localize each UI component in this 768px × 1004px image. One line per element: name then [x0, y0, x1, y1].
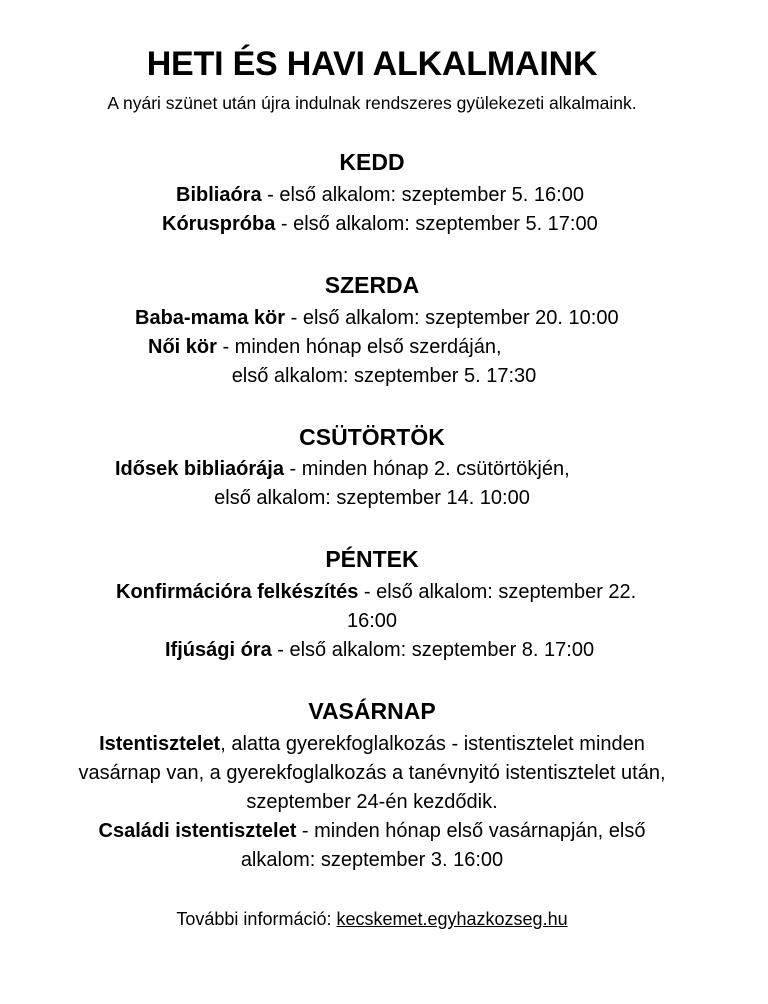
- event-baba-mama-kor: [135, 304, 619, 332]
- event-name: Idősek bibliaórája: [115, 458, 284, 480]
- event-detail: - minden hónap 2. csütörtökjén,: [283, 458, 570, 480]
- event-konfirmaciora: [116, 578, 636, 606]
- event-detail: - első alkalom: szeptember 5. 17:00: [275, 213, 598, 235]
- event-istentisztelet-line3: szeptember 24-én kezdődik.: [246, 791, 498, 813]
- event-detail: - első alkalom: szeptember 20. 10:00: [285, 307, 619, 329]
- website-link[interactable]: kecskemet.egyhazkozseg.hu: [336, 909, 568, 929]
- day-heading-szerda: SZERDA: [324, 272, 420, 298]
- page-title: HETI ÉS HAVI ALKALMAINK: [146, 45, 598, 83]
- event-csaladi-istentisztelet: [0, 817, 744, 845]
- page-subtitle: A nyári szünet után újra indulnak rendszeres gyülekezeti alkalmaink.: [107, 93, 637, 113]
- event-name: Istentisztelet: [99, 733, 221, 755]
- event-konfirmaciora-continued: 16:00: [346, 610, 398, 632]
- event-ifjusagi-ora: [165, 636, 594, 664]
- day-heading-csutortok: CSÜTÖRTÖK: [299, 424, 445, 450]
- event-name: Ifjúsági óra: [165, 639, 272, 661]
- event-detail: - első alkalom: szeptember 22.: [358, 581, 637, 603]
- event-detail: - első alkalom: szeptember 8. 17:00: [271, 639, 595, 661]
- event-name: Kóruspróba: [162, 213, 276, 235]
- event-idosek-continued: első alkalom: szeptember 14. 10:00: [214, 487, 530, 509]
- day-heading-vasarnap: VASÁRNAP: [308, 698, 436, 724]
- event-bibliaora: [176, 181, 584, 209]
- event-idosek-bibliaoraja: [115, 455, 570, 483]
- event-name: Bibliaóra: [176, 184, 262, 206]
- event-detail: , alatta gyerekfoglalkozás - istentisztelet minden: [220, 733, 645, 755]
- event-istentisztelet: [0, 730, 744, 758]
- event-csaladi-continued: alkalom: szeptember 3. 16:00: [240, 849, 504, 871]
- day-heading-kedd: KEDD: [339, 149, 405, 175]
- event-koruspróba: [162, 210, 598, 238]
- event-detail: - minden hónap első szerdáján,: [216, 336, 502, 358]
- event-detail: - minden hónap első vasárnapján, első: [296, 820, 646, 842]
- footer-label: További információ:: [176, 909, 337, 929]
- event-noi-kor-continued: első alkalom: szeptember 5. 17:30: [231, 365, 537, 387]
- event-noi-kor: [148, 333, 502, 361]
- footer-info: [0, 905, 744, 933]
- event-istentisztelet-line2: vasárnap van, a gyerekfoglalkozás a tanévnyitó istentisztelet után,: [78, 762, 666, 784]
- event-name: Családi istentisztelet: [98, 820, 297, 842]
- event-name: Baba-mama kör: [135, 307, 286, 329]
- event-detail: - első alkalom: szeptember 5. 16:00: [261, 184, 584, 206]
- day-heading-pentek: PÉNTEK: [325, 546, 419, 572]
- event-name: Női kör: [148, 336, 217, 358]
- event-name: Konfirmációra felkészítés: [116, 581, 359, 603]
